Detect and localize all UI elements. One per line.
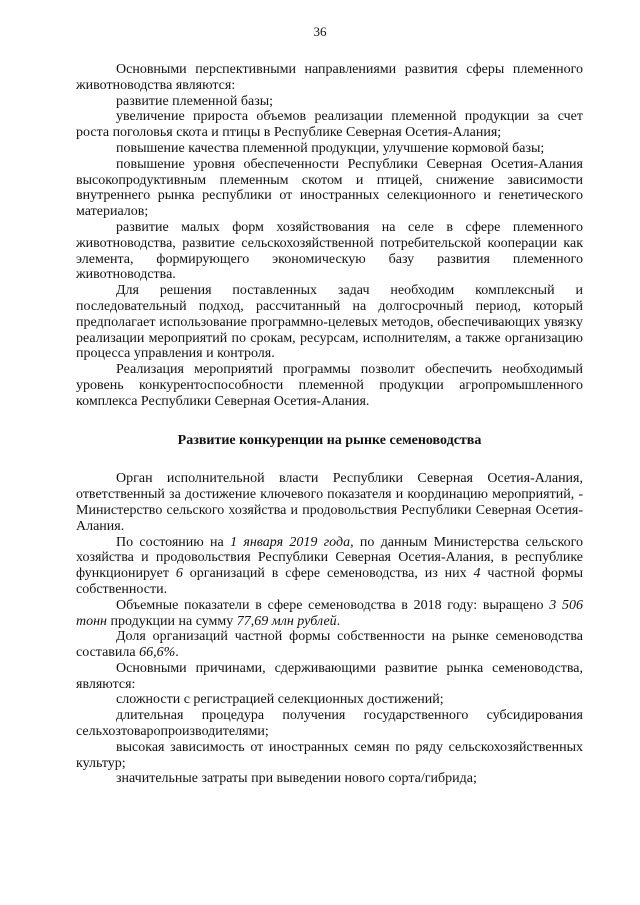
paragraph: Для решения поставленных задач необходим комплексный и последовательный подход, рассчитанный на долгосрочный период, который предполагает использование программно-целевых методов, обеспечивающих увязку реализации мероприятий по срокам, ресурсам, исполнителям, а также организацию процесса управления и контроля. — [76, 283, 583, 362]
paragraph: высокая зависимость от иностранных семян по ряду сельскохозяйственных культур; — [76, 739, 583, 771]
private-org-count: 4 — [473, 566, 481, 582]
text-fragment: Объемные показатели в сфере семеноводства в 2018 году: выращено — [116, 597, 550, 613]
text-fragment: организаций в сфере семеноводства, из них — [182, 566, 474, 582]
paragraph: развитие племенной базы; — [116, 93, 274, 109]
paragraph: развитие малых форм хозяйствования на селе в сфере племенного животноводства, развитие сельскохозяйственной потребительской кооперации как элемента, формирующего экономическую базу развития племенного животноводства. — [76, 219, 583, 283]
date-value: 1 января 2019 года — [230, 534, 351, 550]
paragraph-share — [76, 629, 583, 661]
text-fragment: продукции на сумму — [107, 613, 237, 629]
paragraph-state — [76, 535, 583, 598]
tons-value: 3 506 тонн — [76, 597, 583, 629]
paragraph: повышение качества племенной продукции, улучшение кормовой базы; — [116, 140, 545, 156]
paragraph: повышение уровня обеспеченности Республики Северная Осетия-Алания высокопродуктивным племенным скотом и птицей, снижение зависимости внутреннего рынка республики от иностранных селекционного и генетического материалов; — [76, 156, 583, 220]
paragraph: сложности с регистрацией селекционных достижений; — [116, 692, 444, 708]
paragraph-volume — [76, 598, 583, 630]
text-fragment: По состоянию на — [116, 534, 231, 550]
page-number: 36 — [313, 24, 327, 39]
paragraph-organ: Орган исполнительной власти Республики Северная Осетия-Алания, ответственный за достижение ключевого показателя и координацию мероприятий, - Министерство сельского хозяйства и продовольствия Республики Северная Осетия-Алания. — [76, 471, 583, 534]
section-title: Развитие конкуренции на рынке семеноводства — [177, 432, 482, 448]
paragraph: Основными причинами, сдерживающими развитие рынка семеноводства, являются: — [76, 660, 583, 692]
paragraph: длительная процедура получения государственного субсидирования сельхозтоваропроизводителями; — [76, 708, 583, 740]
sum-value: 77,69 млн рублей — [236, 613, 337, 629]
text-fragment: . — [175, 645, 179, 661]
text-fragment: , по данным Министерства сельского хозяйства и продовольствия Республики Северная Осетия-Алания, в республике функционирует — [76, 534, 583, 582]
text-fragment: частной формы собственности. — [76, 566, 583, 597]
text-fragment: Доля организаций частной формы собственности на рынке семеноводства составила — [76, 629, 583, 661]
text-fragment: . — [336, 613, 341, 629]
paragraph: значительные затраты при выведении нового сорта/гибрида; — [116, 771, 477, 787]
paragraph: увеличение прироста объемов реализации племенной продукции за счет роста поголовья скота и птицы в Республике Северная Осетия-Алания; — [76, 109, 583, 141]
paragraph: Основными перспективными направлениями развития сферы племенного животноводства являются: — [76, 62, 583, 93]
document-body — [76, 62, 583, 787]
share-value: 66,6% — [139, 645, 176, 661]
paragraph: Реализация мероприятий программы позволит обеспечить необходимый уровень конкурентоспособности племенной продукции агропромышленного комплекса Республики Северная Осетия-Алания. — [76, 362, 583, 409]
org-count: 6 — [175, 566, 183, 582]
